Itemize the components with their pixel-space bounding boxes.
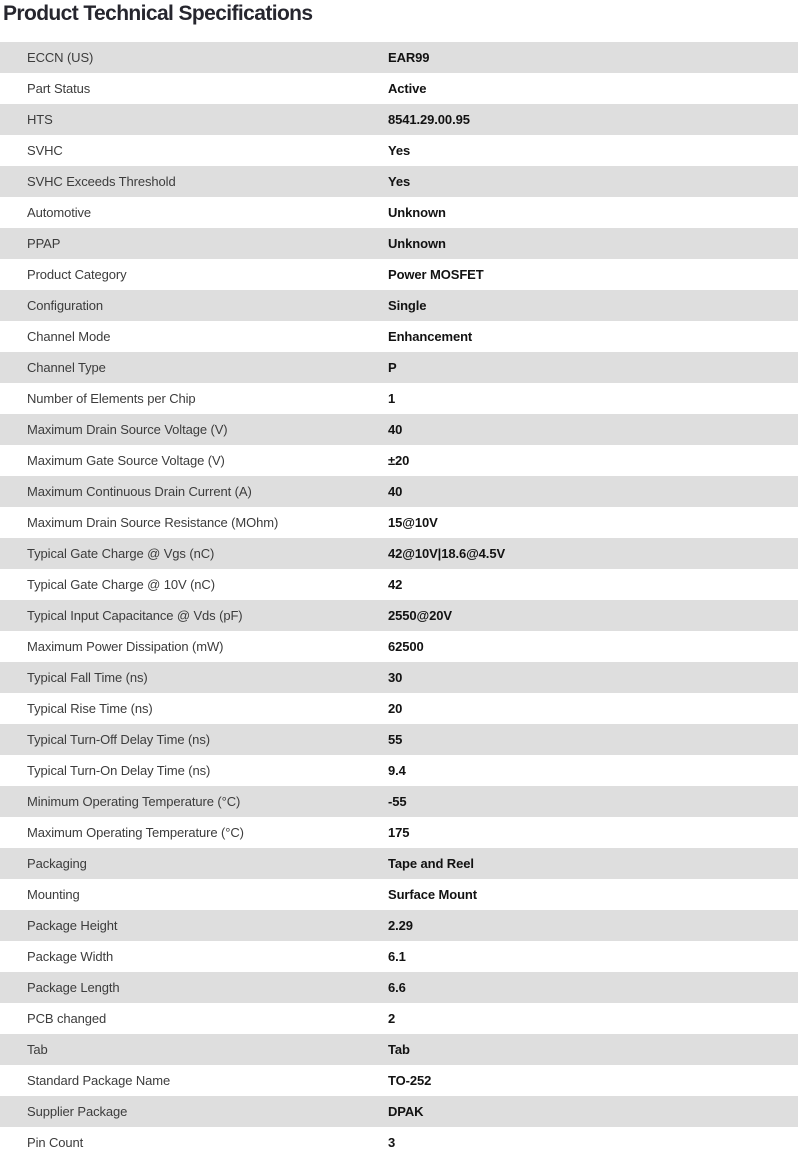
table-row [0,662,798,693]
table-row [0,1034,798,1065]
row-label: Packaging [27,856,87,871]
row-value: Tab [388,1042,410,1057]
row-value: DPAK [388,1104,424,1119]
table-row [0,290,798,321]
row-label: Maximum Drain Source Voltage (V) [27,422,228,437]
row-value: ±20 [388,453,410,468]
row-label: Pin Count [27,1135,84,1150]
row-value: Active [388,81,427,96]
table-row [0,476,798,507]
row-label: Product Category [27,267,127,282]
row-value: 15@10V [388,515,438,530]
table-row [0,135,798,166]
row-value: 2.29 [388,918,413,933]
table-row [0,817,798,848]
table-row [0,197,798,228]
row-label: Maximum Operating Temperature (°C) [27,825,244,840]
row-value: Power MOSFET [388,267,484,282]
spec-table [0,42,798,1156]
row-label: Number of Elements per Chip [27,391,196,406]
row-label: Channel Type [27,360,106,375]
row-label: Typical Rise Time (ns) [27,701,153,716]
table-row [0,1096,798,1127]
table-row [0,445,798,476]
row-label: SVHC [27,143,63,158]
row-value: 30 [388,670,403,685]
row-value: 20 [388,701,403,716]
row-value: Single [388,298,427,313]
row-label: Maximum Drain Source Resistance (MOhm) [27,515,279,530]
row-value: Yes [388,143,411,158]
row-label: Maximum Continuous Drain Current (A) [27,484,252,499]
row-label: Typical Input Capacitance @ Vds (pF) [27,608,243,623]
row-value: 9.4 [388,763,406,778]
row-value: 42 [388,577,403,592]
row-label: ECCN (US) [27,50,94,65]
table-row [0,724,798,755]
row-value: Yes [388,174,411,189]
row-label: Minimum Operating Temperature (°C) [27,794,241,809]
row-value: 6.6 [388,980,406,995]
table-row [0,507,798,538]
row-label: SVHC Exceeds Threshold [27,174,176,189]
row-value: P [388,360,397,375]
row-label: Automotive [27,205,92,220]
row-value: Unknown [388,236,446,251]
row-value: 3 [388,1135,396,1150]
row-value: 2 [388,1011,396,1026]
row-value: 55 [388,732,403,747]
row-label: Typical Gate Charge @ Vgs (nC) [27,546,215,561]
page-title: Product Technical Specifications [3,2,313,25]
row-value: 42@10V|18.6@4.5V [388,546,506,561]
row-label: Standard Package Name [27,1073,171,1088]
table-row [0,755,798,786]
row-label: Part Status [27,81,91,96]
table-row [0,910,798,941]
row-label: Tab [27,1042,48,1057]
table-row [0,321,798,352]
row-label: Typical Fall Time (ns) [27,670,148,685]
row-label: Configuration [27,298,104,313]
row-value: 62500 [388,639,424,654]
row-label: PPAP [27,236,61,251]
row-label: Package Width [27,949,114,964]
row-value: 175 [388,825,410,840]
row-label: Typical Gate Charge @ 10V (nC) [27,577,215,592]
table-row [0,600,798,631]
row-value: EAR99 [388,50,430,65]
row-value: TO-252 [388,1073,432,1088]
row-value: Tape and Reel [388,856,474,871]
table-row [0,1003,798,1034]
row-label: Typical Turn-Off Delay Time (ns) [27,732,210,747]
table-row [0,1127,798,1156]
table-row [0,631,798,662]
table-row [0,693,798,724]
row-label: Mounting [27,887,80,902]
table-row [0,73,798,104]
table-row [0,104,798,135]
row-value: 1 [388,391,396,406]
table-row [0,569,798,600]
row-label: PCB changed [27,1011,107,1026]
table-row [0,166,798,197]
table-row [0,538,798,569]
table-row [0,352,798,383]
table-row [0,972,798,1003]
row-label: Maximum Power Dissipation (mW) [27,639,224,654]
row-value: Unknown [388,205,446,220]
row-value: 8541.29.00.95 [388,112,470,127]
row-value: 2550@20V [388,608,452,623]
row-label: HTS [27,112,53,127]
table-row [0,786,798,817]
row-value: Surface Mount [388,887,477,902]
table-row [0,1065,798,1096]
row-label: Supplier Package [27,1104,128,1119]
row-label: Package Length [27,980,120,995]
row-label: Channel Mode [27,329,111,344]
row-value: 6.1 [388,949,406,964]
row-label: Package Height [27,918,118,933]
table-row [0,941,798,972]
row-value: 40 [388,422,403,437]
table-row [0,414,798,445]
row-label: Typical Turn-On Delay Time (ns) [27,763,211,778]
table-row [0,259,798,290]
table-row [0,848,798,879]
table-row [0,228,798,259]
row-label: Maximum Gate Source Voltage (V) [27,453,225,468]
row-value: -55 [388,794,407,809]
table-row [0,879,798,910]
row-value: Enhancement [388,329,473,344]
row-value: 40 [388,484,403,499]
table-row [0,383,798,414]
table-row [0,42,798,73]
